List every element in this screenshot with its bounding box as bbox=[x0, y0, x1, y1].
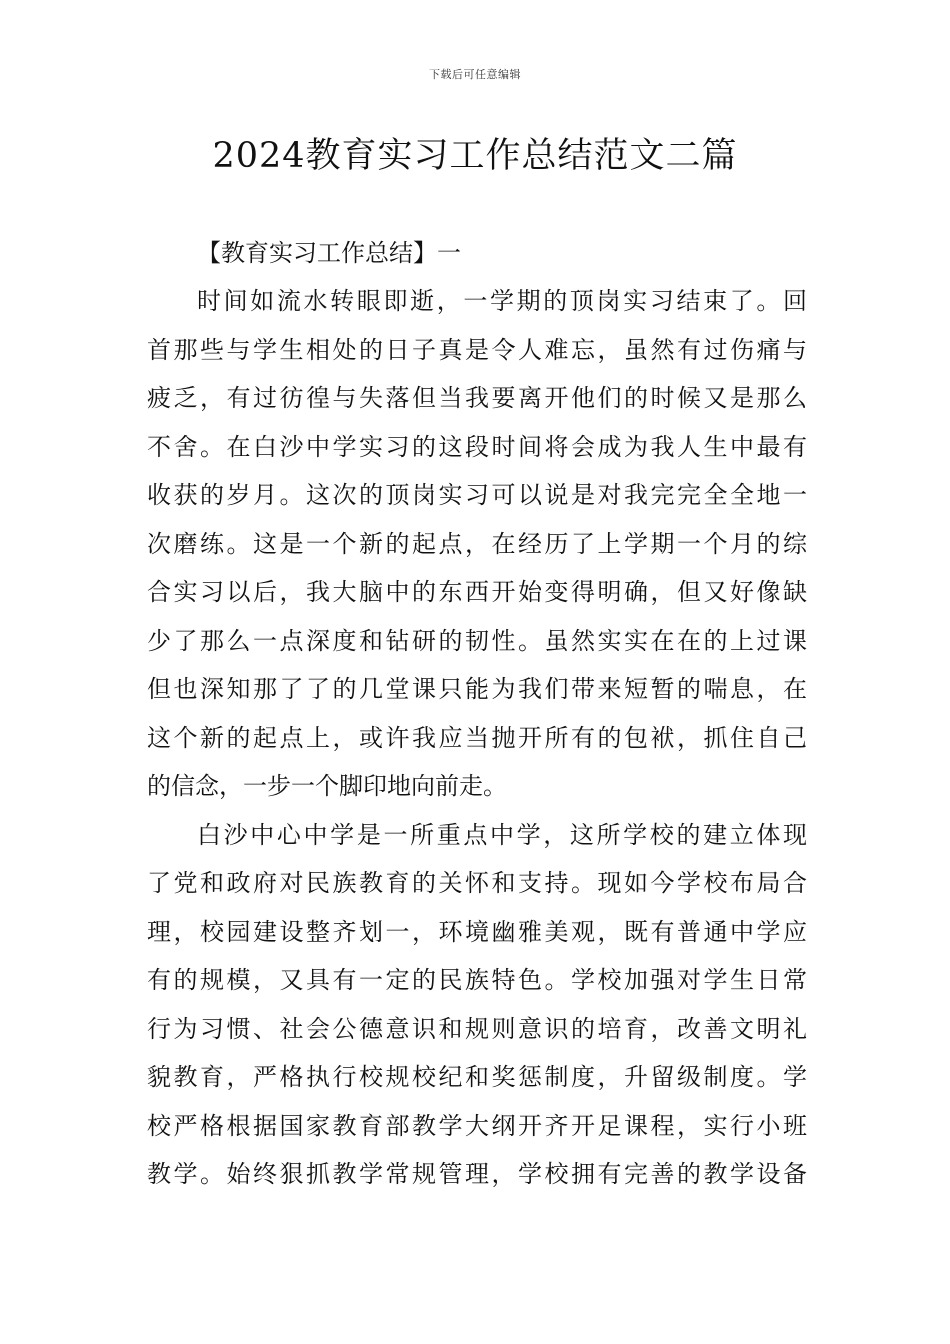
paragraph-line: 行为习惯、社会公德意识和规则意识的培育，改善文明礼 bbox=[147, 1014, 807, 1043]
paragraph-line: 但也深知那了了的几堂课只能为我们带来短暂的喘息，在 bbox=[147, 675, 807, 703]
document-title: 2024教育实习工作总结范文二篇 bbox=[212, 136, 738, 176]
paragraph-line: 了党和政府对民族教育的关怀和支持。现如今学校布局合 bbox=[147, 869, 807, 897]
paragraph-line: 校严格根据国家教育部教学大纲开齐开足课程，实行小班 bbox=[147, 1111, 807, 1140]
document-body bbox=[147, 229, 807, 1199]
paragraph-line: 首那些与学生相处的日子真是令人难忘，虽然有过伤痛与 bbox=[147, 335, 807, 364]
paragraph-line: 次磨练。这是一个新的起点，在经历了上学期一个月的综 bbox=[147, 529, 807, 558]
paragraph-1 bbox=[147, 277, 807, 811]
paragraph-line: 理，校园建设整齐划一，环境幽雅美观，既有普通中学应 bbox=[147, 917, 807, 946]
paragraph-line: 有的规模，又具有一定的民族特色。学校加强对学生日常 bbox=[147, 966, 807, 994]
header-note: 下载后可任意编辑 bbox=[429, 68, 521, 81]
paragraph-line: 时间如流水转眼即逝，一学期的顶岗实习结束了。回 bbox=[197, 287, 807, 315]
paragraph-line: 的信念，一步一个脚印地向前走。 bbox=[147, 772, 507, 800]
paragraph-line: 疲乏，有过彷徨与失落但当我要离开他们的时候又是那么 bbox=[147, 384, 807, 412]
paragraph-line: 貌教育，严格执行校规校纪和奖惩制度，升留级制度。学 bbox=[147, 1063, 807, 1091]
paragraph-line: 白沙中心中学是一所重点中学，这所学校的建立体现 bbox=[197, 820, 807, 849]
section-heading: 【教育实习工作总结】一 bbox=[197, 239, 461, 267]
paragraph-line: 教学。始终狠抓教学常规管理，学校拥有完善的教学设备 bbox=[147, 1160, 807, 1188]
paragraph-line: 少了那么一点深度和钻研的韧性。虽然实实在在的上过课 bbox=[147, 626, 807, 655]
paragraph-line: 收获的岁月。这次的顶岗实习可以说是对我完完全全地一 bbox=[147, 481, 807, 509]
paragraph-line: 这个新的起点上，或许我应当抛开所有的包袱，抓住自己 bbox=[147, 723, 807, 752]
paragraph-2 bbox=[147, 811, 807, 1199]
paragraph-line: 合实习以后，我大脑中的东西开始变得明确，但又好像缺 bbox=[147, 578, 807, 606]
paragraph-line: 不舍。在白沙中学实习的这段时间将会成为我人生中最有 bbox=[147, 432, 807, 461]
